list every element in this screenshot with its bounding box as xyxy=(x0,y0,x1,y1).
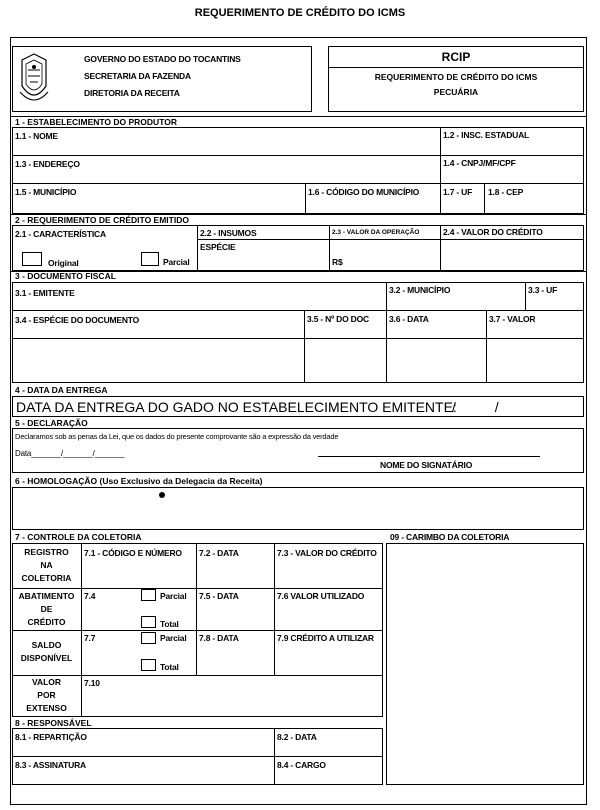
field-7-9-label: 7.9 CRÉDITO A UTILIZAR xyxy=(277,633,374,643)
row-abatimento-label: ABATIMENTO DE CRÉDITO xyxy=(18,591,75,627)
abatimento-parcial-label: Parcial xyxy=(160,591,187,601)
field-2-3-label: 2.3 - VALOR DA OPERAÇÃO xyxy=(332,229,420,236)
saldo-total-checkbox[interactable] xyxy=(141,659,156,671)
field-2-1-label: 2.1 - CARACTERÍSTICA xyxy=(15,229,106,239)
gov-line-2: SECRETARIA DA FAZENDA xyxy=(84,71,191,81)
section-2-title: 2 - REQUERIMENTO DE CRÉDITO EMITIDO xyxy=(15,215,189,225)
field-1-4-label: 1.4 - CNPJ/MF/CPF xyxy=(443,158,516,168)
field-3-6-label: 3.6 - DATA xyxy=(389,314,429,324)
field-8-4-label: 8.4 - CARGO xyxy=(277,760,326,770)
field-1-6-label: 1.6 - CÓDIGO DO MUNICÍPIO xyxy=(308,187,420,197)
field-7-2-label: 7.2 - DATA xyxy=(199,548,239,558)
section-7-title: 7 - CONTROLE DA COLETORIA xyxy=(15,532,142,542)
saldo-parcial-checkbox[interactable] xyxy=(141,632,156,644)
section-1-title: 1 - ESTABELECIMENTO DO PRODUTOR xyxy=(15,117,177,127)
homologation-box xyxy=(12,487,584,530)
field-3-4-label: 3.4 - ESPÉCIE DO DOCUMENTO xyxy=(15,315,140,325)
form-subtitle-1: REQUERIMENTO DE CRÉDITO DO ICMS xyxy=(374,72,538,82)
field-7-5-label: 7.5 - DATA xyxy=(199,591,239,601)
field-7-6-label: 7.6 VALOR UTILIZADO xyxy=(277,591,365,601)
gov-line-3: DIRETORIA DA RECEITA xyxy=(84,88,180,98)
original-label: Original xyxy=(48,258,79,268)
field-3-7-label: 3.7 - VALOR xyxy=(489,314,536,324)
field-3-3-label: 3.3 - UF xyxy=(528,285,558,295)
field-2-4-label: 2.4 - VALOR DO CRÉDITO xyxy=(443,227,543,237)
gov-line-1: GOVERNO DO ESTADO DO TOCANTINS xyxy=(84,54,241,64)
field-7-10-label: 7.10 xyxy=(84,678,100,688)
row-registro-label: REGISTRO NA COLETORIA xyxy=(21,547,72,583)
field-7-3-label: 7.3 - VALOR DO CRÉDITO xyxy=(277,548,377,558)
field-8-1-label: 8.1 - REPARTIÇÃO xyxy=(15,732,87,742)
field-7-8-label: 7.8 - DATA xyxy=(199,633,239,643)
field-8-2-label: 8.2 - DATA xyxy=(277,732,317,742)
field-3-5-label: 3.5 - Nº DO DOC xyxy=(307,314,369,324)
field-1-3-label: 1.3 - ENDEREÇO xyxy=(15,159,80,169)
saldo-parcial-label: Parcial xyxy=(160,633,187,643)
parcial-label: Parcial xyxy=(163,257,190,267)
row-saldo-label: SALDO DISPONÍVEL xyxy=(20,640,73,663)
abatimento-total-label: Total xyxy=(160,619,179,629)
carimbo-box xyxy=(386,543,584,785)
especie-label: ESPÉCIE xyxy=(200,242,236,252)
section-1-grid xyxy=(12,127,584,214)
field-3-2-label: 3.2 - MUNICÍPIO xyxy=(389,285,451,295)
field-3-1-label: 3.1 - EMITENTE xyxy=(15,288,75,298)
delivery-date-text: DATA DA ENTREGA DO GADO NO ESTABELECIMENTO EMITENTE: xyxy=(16,399,457,415)
signatory-label: NOME DO SIGNATÁRIO xyxy=(380,460,473,470)
section-3-title: 3 - DOCUMENTO FISCAL xyxy=(15,271,116,281)
field-1-8-label: 1.8 - CEP xyxy=(488,187,524,197)
form-title: REQUERIMENTO DE CRÉDITO DO ICMS xyxy=(194,7,406,19)
section-8-title: 8 - RESPONSÁVEL xyxy=(15,718,92,728)
abatimento-parcial-checkbox[interactable] xyxy=(141,589,156,601)
section-3-grid xyxy=(12,282,584,383)
field-1-7-label: 1.7 - UF xyxy=(443,187,473,197)
ink-dot xyxy=(159,492,165,498)
field-7-1-label: 7.1 - CÓDIGO E NÚMERO xyxy=(84,548,182,558)
saldo-total-label: Total xyxy=(160,662,179,672)
field-1-1-label: 1.1 - NOME xyxy=(15,131,58,141)
form-subtitle-2: PECUÁRIA xyxy=(433,87,479,97)
declaration-date: Data_______/_______/_______ xyxy=(15,449,125,458)
declaration-text: Declaramos sob as penas da Lei, que os dados do presente comprovante são a expressão da verdade xyxy=(15,432,339,441)
field-1-2-label: 1.2 - INSC. ESTADUAL xyxy=(443,130,530,140)
field-1-5-label: 1.5 - MUNICÍPIO xyxy=(15,187,77,197)
currency-label: R$ xyxy=(332,257,343,267)
field-2-2-label: 2.2 - INSUMOS xyxy=(200,228,257,238)
original-checkbox[interactable] xyxy=(22,252,42,266)
section-6-title: 6 - HOMOLOGAÇÃO (Uso Exclusivo da Delegacia da Receita) xyxy=(15,476,263,486)
row-extenso-label: VALOR POR EXTENSO xyxy=(26,677,67,713)
delivery-date-slashes: / / xyxy=(452,399,499,415)
state-coat-of-arms-icon xyxy=(18,52,50,108)
section-5-title: 5 - DECLARAÇÃO xyxy=(15,418,88,428)
field-8-3-label: 8.3 - ASSINATURA xyxy=(15,760,86,770)
field-7-7-label: 7.7 xyxy=(84,633,96,643)
form-code: RCIP xyxy=(441,50,471,64)
abatimento-total-checkbox[interactable] xyxy=(141,616,156,628)
parcial-checkbox[interactable] xyxy=(141,252,159,266)
section-4-title: 4 - DATA DA ENTREGA xyxy=(15,385,108,395)
carimbo-label: 09 - CARIMBO DA COLETORIA xyxy=(390,532,510,542)
field-7-4-label: 7.4 xyxy=(84,591,96,601)
